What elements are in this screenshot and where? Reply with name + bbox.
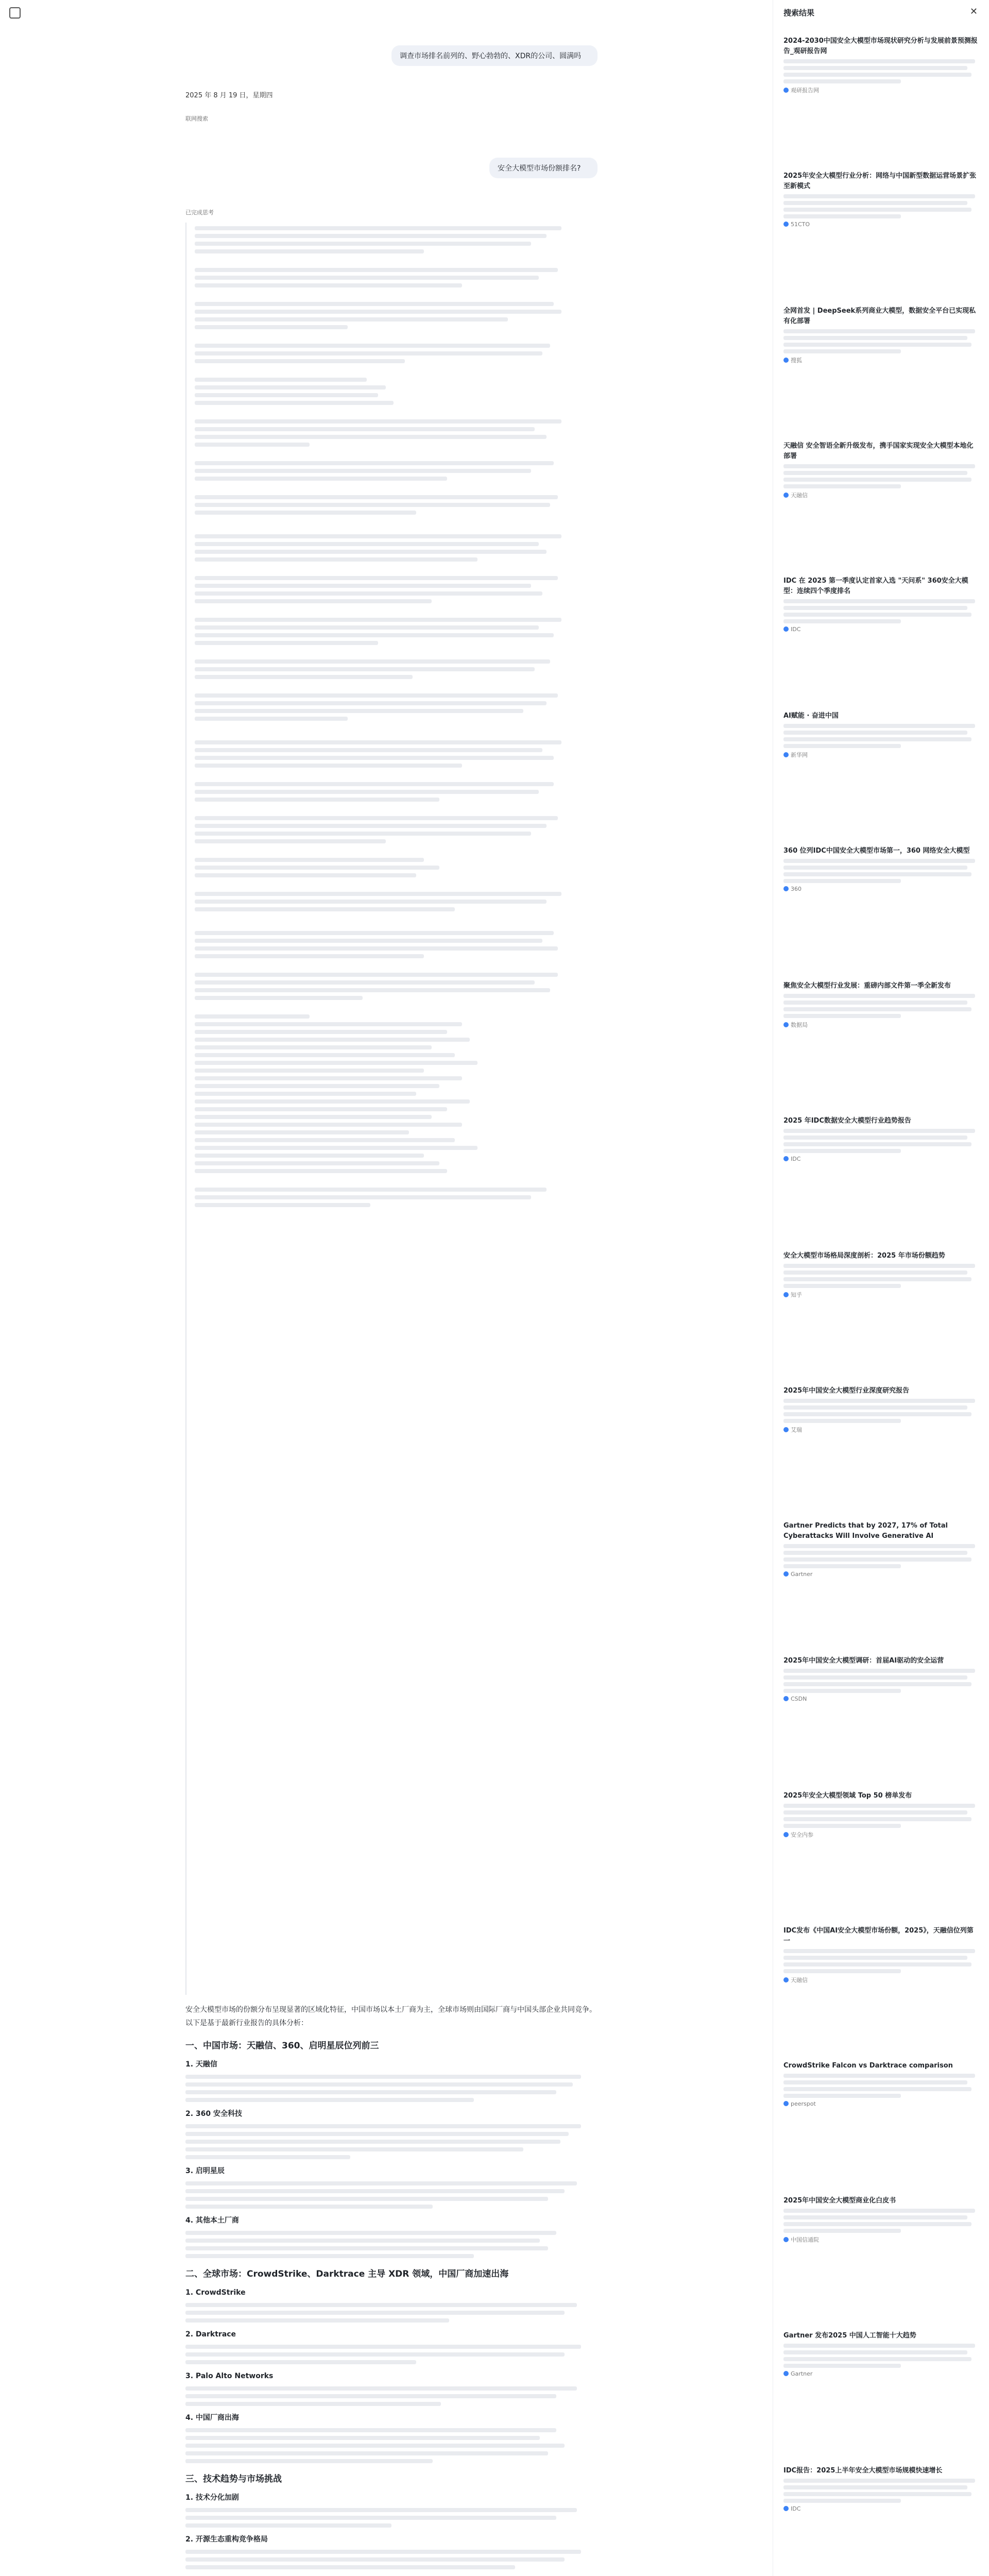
list-heading: 3. Palo Alto Networks	[185, 2372, 274, 2380]
ref-snippet	[783, 724, 979, 748]
ref-card[interactable]	[783, 2466, 979, 2512]
thinking-header[interactable]: 已完成思考	[185, 209, 214, 216]
ref-source-name: 观研报告网	[791, 87, 819, 94]
source-favicon-icon	[783, 358, 789, 363]
left-rail	[0, 0, 31, 2576]
ref-title[interactable]: 聚焦安全大模型行业发展：重磅内部文件第一季全新发布	[783, 982, 951, 990]
ref-snippet	[783, 1669, 979, 1693]
ref-snippet	[783, 1804, 979, 1828]
source-favicon-icon	[783, 2237, 789, 2242]
list-heading: 3. 启明星辰	[185, 2167, 225, 2175]
source-favicon-icon	[783, 1832, 789, 1837]
source-favicon-icon	[783, 2371, 789, 2376]
section-heading: 三、技术趋势与市场挑战	[185, 2474, 282, 2484]
ref-source-name: 数据局	[791, 1022, 808, 1028]
ref-source	[783, 1156, 979, 1162]
ref-snippet	[783, 2074, 979, 2098]
ref-title[interactable]: 2025年中国安全大模型调研：首届AI驱动的安全运营	[783, 1657, 944, 1665]
ref-snippet	[783, 59, 979, 83]
user-message: 调查市场排名前列的、野心勃勃的、XDR的公司、圆满吗	[391, 45, 598, 66]
answer-body	[185, 2003, 598, 2576]
list-heading: 2. Darktrace	[185, 2330, 236, 2338]
ref-title[interactable]: 天融信 安全智语全新升级发布，携手国家实现安全大模型本地化部署	[783, 442, 974, 460]
ref-source	[783, 491, 979, 499]
ref-card[interactable]	[783, 576, 979, 633]
list-heading: 4. 中国厂商出海	[185, 2414, 239, 2422]
source-favicon-icon	[783, 2101, 789, 2106]
ref-source-name: IDC	[791, 626, 801, 633]
source-favicon-icon	[783, 493, 789, 498]
ref-title[interactable]: AI赋能 · 奋进中国	[783, 712, 839, 720]
list-heading: 2. 开源生态重构竞争格局	[185, 2535, 268, 2544]
ref-source	[783, 356, 979, 364]
ref-snippet	[783, 194, 979, 218]
source-favicon-icon	[783, 2506, 789, 2511]
source-favicon-icon	[783, 1427, 789, 1432]
ref-card[interactable]	[783, 1656, 979, 1702]
source-favicon-icon	[783, 886, 789, 891]
source-favicon-icon	[783, 626, 789, 632]
ref-source-name: Gartner	[791, 2370, 813, 2377]
ref-card[interactable]	[783, 171, 979, 228]
ref-card[interactable]	[783, 306, 979, 364]
ref-title[interactable]: 2025年安全大模型行业分析：网络与中国新型数据运营场景扩张至新模式	[783, 172, 977, 190]
assistant-meta: 2025 年 8 月 19 日，星期四	[185, 92, 273, 99]
ref-snippet	[783, 1949, 979, 1973]
ref-title[interactable]: 2025年安全大模型领域 Top 50 榜单发布	[783, 1792, 912, 1800]
ref-source-name: IDC	[791, 2505, 801, 2512]
ref-source-name: IDC	[791, 1156, 801, 1162]
ref-snippet	[783, 2479, 979, 2503]
ref-title[interactable]: IDC报告：2025上半年安全大模型市场规模快速增长	[783, 2467, 943, 2475]
ref-source-name: 艾瑞	[791, 1427, 802, 1433]
ref-card[interactable]	[783, 1116, 979, 1162]
ref-source	[783, 2100, 979, 2107]
list-heading: 1. 技术分化加剧	[185, 2494, 239, 2502]
list-heading: 1. CrowdStrike	[185, 2289, 246, 2297]
ref-source	[783, 2370, 979, 2377]
ref-snippet	[783, 329, 979, 353]
ref-source	[783, 886, 979, 892]
search-results-panel	[773, 0, 989, 2576]
ref-snippet	[783, 1264, 979, 1288]
ref-title[interactable]: Gartner 发布2025 中国人工智能十大趋势	[783, 2332, 916, 2340]
ref-source-name: 天融信	[791, 1977, 808, 1984]
list-heading: 2. 360 安全科技	[185, 2110, 243, 2118]
ref-source-name: Gartner	[791, 1571, 813, 1578]
ref-title[interactable]: CrowdStrike Falcon vs Darktrace comparison	[783, 2062, 953, 2070]
ref-snippet	[783, 2209, 979, 2233]
source-favicon-icon	[783, 1156, 789, 1161]
ref-title[interactable]: 2025年中国安全大模型商业化白皮书	[783, 2197, 896, 2205]
ref-source	[783, 1291, 979, 1299]
ref-card[interactable]	[783, 441, 979, 499]
ref-snippet	[783, 994, 979, 1018]
ref-source-name: 安全内参	[791, 1832, 813, 1838]
ref-card[interactable]	[783, 981, 979, 1029]
ref-card[interactable]	[783, 1521, 979, 1578]
ref-snippet	[783, 464, 979, 488]
ref-title[interactable]: 安全大模型市场格局深度剖析：2025 年市场份额趋势	[783, 1252, 945, 1260]
panel-title: 搜索结果	[783, 8, 815, 18]
close-icon[interactable]: ✕	[969, 6, 978, 17]
ref-source-name: 知乎	[791, 1292, 802, 1298]
assistant-sub: 联网搜索	[185, 115, 208, 122]
ref-source	[783, 2235, 979, 2244]
ref-title[interactable]: IDC 在 2025 第一季度认定首家入选 "天问系" 360安全大模型：连续四个季度排名	[783, 577, 968, 595]
ref-card[interactable]	[783, 2331, 979, 2377]
ref-source	[783, 2505, 979, 2512]
ref-card[interactable]	[783, 1926, 979, 1984]
answer-intro: 安全大模型市场的份额分布呈现显著的区域化特征，中国市场以本土厂商为主，全球市场则由国际厂商与中国头部企业共同竞争。以下是基于最新行业报告的具体分析：	[185, 2006, 596, 2027]
ref-source	[783, 1696, 979, 1702]
ref-title[interactable]: 2025 年IDC数据安全大模型行业趋势报告	[783, 1117, 911, 1125]
source-favicon-icon	[783, 88, 789, 93]
ref-snippet	[783, 599, 979, 623]
ref-card[interactable]	[783, 711, 979, 759]
ref-source	[783, 751, 979, 759]
ref-source	[783, 626, 979, 633]
ref-card[interactable]	[783, 1386, 979, 1434]
ref-source	[783, 86, 979, 94]
ref-source-name: 中国信通院	[791, 2236, 819, 2243]
ref-card[interactable]	[783, 846, 979, 892]
ref-source-name: 天融信	[791, 492, 808, 499]
ref-source	[783, 1021, 979, 1029]
source-favicon-icon	[783, 1696, 789, 1701]
source-favicon-icon	[783, 1977, 789, 1982]
sidebar-icon[interactable]	[9, 7, 21, 19]
ref-title[interactable]: 360 位列IDC中国安全大模型市场第一，360 网络安全大模型	[783, 847, 970, 855]
user-message: 安全大模型市场份额排名?	[489, 158, 598, 178]
ref-source-name: peerspot	[791, 2100, 816, 2107]
ref-title[interactable]: 2024-2030中国安全大模型市场现状研究分析与发展前景预测报告_观研报告网	[783, 37, 978, 55]
ref-card[interactable]	[783, 36, 979, 94]
ref-card[interactable]	[783, 1251, 979, 1299]
source-favicon-icon	[783, 752, 789, 757]
ref-snippet	[783, 1399, 979, 1423]
ref-source	[783, 1831, 979, 1839]
ref-snippet	[783, 859, 979, 883]
section-heading: 一、中国市场：天融信、360、启明星辰位列前三	[185, 2041, 379, 2051]
ref-source	[783, 221, 979, 228]
source-favicon-icon	[783, 1022, 789, 1027]
ref-source-name: 新华网	[791, 752, 808, 758]
ref-title[interactable]: 全网首发 | DeepSeek系列商业大模型，数据安全平台已实现私有化部署	[783, 307, 976, 325]
ref-source-name: 51CTO	[791, 221, 810, 228]
source-favicon-icon	[783, 1571, 789, 1577]
ref-card[interactable]	[783, 1791, 979, 1839]
ref-source-name: 搜狐	[791, 357, 802, 364]
ref-source-name: CSDN	[791, 1696, 807, 1702]
ref-title[interactable]: IDC发布《中国AI安全大模型市场份额，2025》，天融信位列第一	[783, 1927, 974, 1945]
ref-title[interactable]: 2025年中国安全大模型行业深度研究报告	[783, 1387, 910, 1395]
thinking-block	[185, 223, 577, 1995]
ref-card[interactable]	[783, 2061, 979, 2107]
ref-source	[783, 1426, 979, 1434]
ref-snippet	[783, 1129, 979, 1153]
list-heading: 1. 天融信	[185, 2060, 217, 2069]
ref-title[interactable]: Gartner Predicts that by 2027, 17% of Total Cyberattacks Will Involve Generative AI	[783, 1522, 948, 1540]
ref-source	[783, 1976, 979, 1984]
section-heading: 二、全球市场：CrowdStrike、Darktrace 主导 XDR 领域，中国厂商加速出海	[185, 2269, 509, 2279]
ref-source-name: 360	[791, 886, 802, 892]
source-favicon-icon	[783, 222, 789, 227]
ref-snippet	[783, 1544, 979, 1568]
ref-source	[783, 1571, 979, 1578]
ref-snippet	[783, 2344, 979, 2368]
source-favicon-icon	[783, 1292, 789, 1297]
list-heading: 4. 其他本土厂商	[185, 2216, 239, 2225]
ref-card[interactable]	[783, 2196, 979, 2244]
